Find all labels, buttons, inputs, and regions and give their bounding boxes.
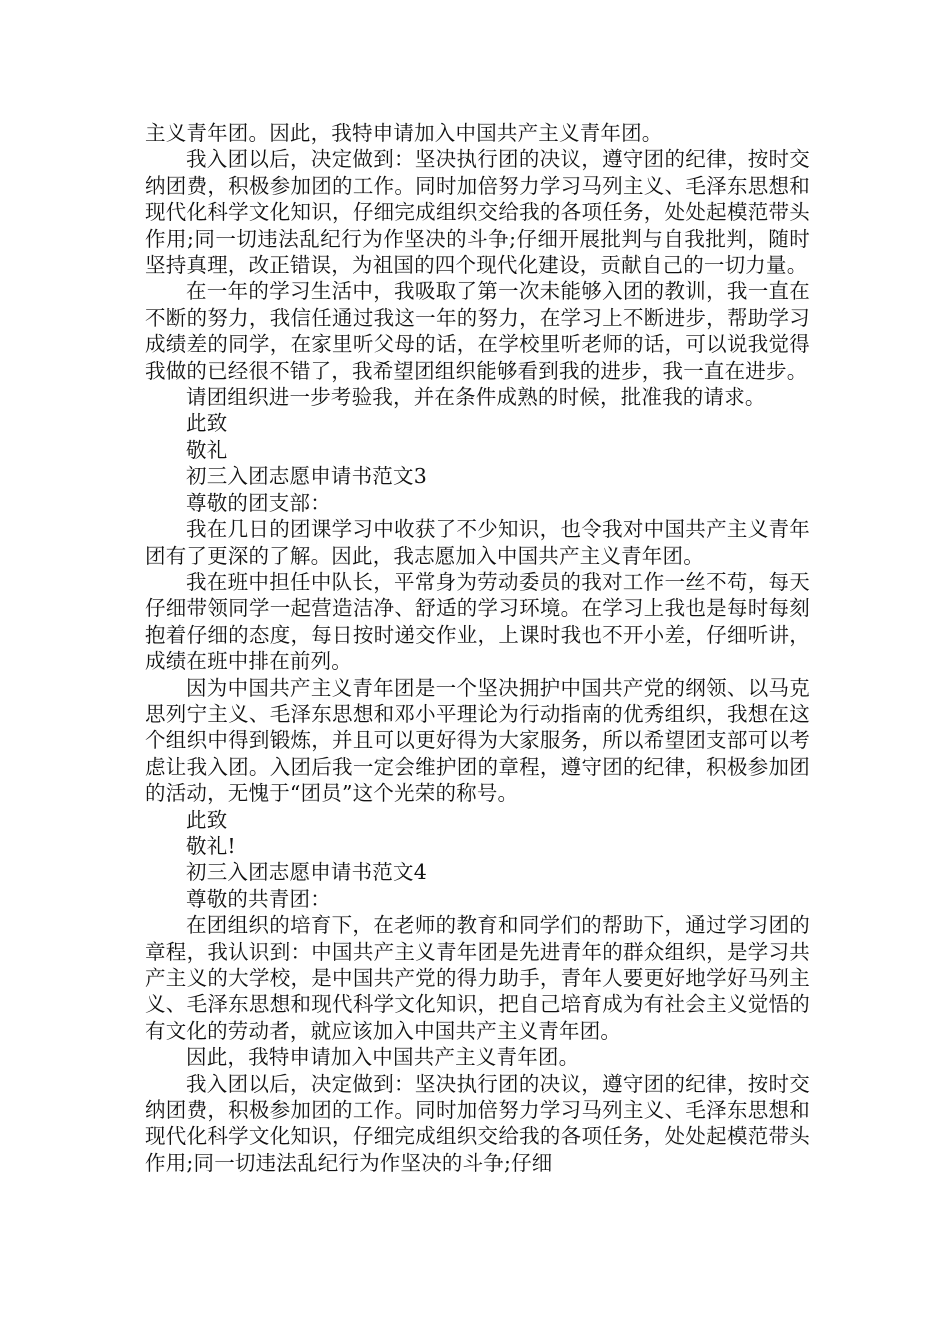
letter-greeting: 尊敬的共青团： bbox=[186, 886, 331, 911]
letter-greeting: 尊敬的团支部： bbox=[186, 490, 331, 515]
paragraph-application: 因此，我特申请加入中国共产主义青年团。 bbox=[186, 1045, 580, 1070]
paragraph-request: 请团组织进一步考验我，并在条件成熟的时候，批准我的请求。 bbox=[186, 385, 766, 410]
section-heading: 初三入团志愿申请书范文3 bbox=[186, 464, 427, 489]
closing-salutation: 此致 bbox=[186, 411, 228, 436]
paragraph-understanding: 在团组织的培育下，在老师的教育和同学们的帮助下，通过学习团的章程，我认识到：中国共产主义青年团是先进青年的群众组织，是学习共产主义的大学校，是中国共产党的得力助手，青年人要更好地学好马列主义、毛泽东思想和现代科学文化知识，把自己培育成为有社会主义觉悟的有文化的劳动者，就应该加入中国共产主义青年团。 bbox=[145, 913, 810, 1043]
closing-salutation: 此致 bbox=[186, 807, 228, 832]
paragraph-class-role: 我在班中担任中队长，平常身为劳动委员的我对工作一丝不苟，每天仔细带领同学一起营造洁净、舒适的学习环境。在学习上我也是每时每刻抱着仔细的态度，每日按时递交作业，上课时我也不开小差，仔细听讲，成绩在班中排在前列。 bbox=[145, 569, 810, 674]
document-body bbox=[145, 120, 810, 1176]
paragraph-reflection: 在一年的学习生活中，我吸取了第一次未能够入团的教训，我一直在不断的努力，我信任通过我这一年的努力，在学习上不断进步，帮助学习成绩差的同学，在家里听父母的话，在学校里听老师的话，可以说我觉得我做的已经很不错了，我希望团组织能够看到我的进步，我一直在进步。 bbox=[145, 279, 810, 383]
paragraph-commitment: 我入团以后，决定做到：坚决执行团的决议，遵守团的纪律，按时交纳团费，积极参加团的工作。同时加倍努力学习马列主义、毛泽东思想和现代化科学文化知识，仔细完成组织交给我的各项任务，处处起模范带头作用;同一切违法乱纪行为作坚决的斗争;仔细 bbox=[145, 1071, 810, 1175]
section-heading: 初三入团志愿申请书范文4 bbox=[186, 860, 427, 885]
paragraph-intro: 我在几日的团课学习中收获了不少知识，也令我对中国共产主义青年团有了更深的了解。因此，我志愿加入中国共产主义青年团。 bbox=[145, 517, 810, 568]
paragraph-motivation: 因为中国共产主义青年团是一个坚决拥护中国共产党的纲领、以马克思列宁主义、毛泽东思想和邓小平理论为行动指南的优秀组织，我想在这个组织中得到锻炼，并且可以更好得为大家服务，所以希望团支部可以考虑让我入团。入团后我一定会维护团的章程，遵守团的纪律，积极参加团的活动，无愧于“团员”这个光荣的称号。 bbox=[145, 675, 810, 806]
paragraph-commitment: 我入团以后，决定做到：坚决执行团的决议，遵守团的纪律，按时交纳团费，积极参加团的工作。同时加倍努力学习马列主义、毛泽东思想和现代化科学文化知识，仔细完成组织交给我的各项任务，处处起模范带头作用;同一切违法乱纪行为作坚决的斗争;仔细开展批判与自我批判，随时坚持真理，改正错误，为祖国的四个现代化建设，贡献自己的一切力量。 bbox=[145, 147, 810, 278]
closing-regards: 敬礼! bbox=[186, 833, 236, 858]
closing-regards: 敬礼 bbox=[186, 437, 228, 462]
paragraph-continuation: 主义青年团。因此，我特申请加入中国共产主义青年团。 bbox=[145, 121, 663, 145]
